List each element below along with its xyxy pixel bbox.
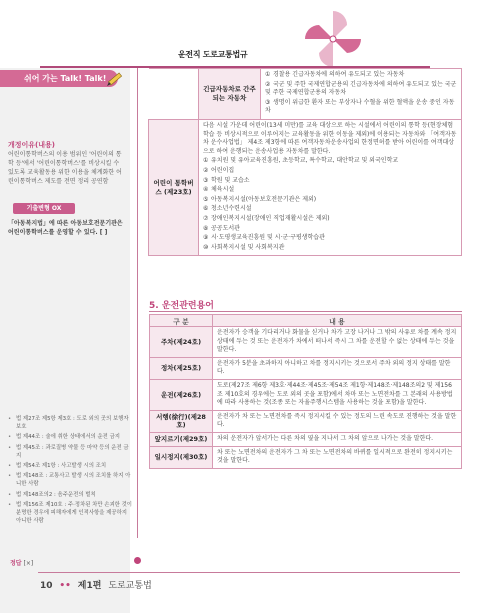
item-text: 국군 및 주한 국제연합군용의 긴급자동차에 의하여 유도되고 있는 국군 및 주한 국제연합군용의 자동차 <box>265 80 457 97</box>
sidebar-bullets <box>8 415 132 527</box>
term-cell: 정차(제25호) <box>150 357 213 379</box>
list-item: • 법 제27조 제5항 제3호 : 도로 외의 곳의 보행자 보호 <box>8 415 132 431</box>
table-row <box>150 357 462 379</box>
sidebar-divider <box>137 68 138 538</box>
item-text: 학원 및 교습소 <box>211 176 250 184</box>
table-row <box>149 69 462 120</box>
answer-box <box>10 558 33 567</box>
page-title: 운전직 도로교통법규 <box>178 50 248 59</box>
desc-cell: 도로(제27조 제6항 제3호·제44조·제45조·제54조 제1항·제148조·제148조의2 및 제156조 제10호의 경우에는 도로 외의 곳을 포함)에서 차마 또는 노면전차를 그 본래의 사용방법에 따라 사용하는 것(조종 또는 자율주행시스템을 사용하는 것을 포함)을 말한다. <box>213 379 462 410</box>
row-head: 어린이 통학버스 (제23호) <box>149 119 199 255</box>
item-number: ⑩ <box>203 243 209 251</box>
item-text: 청소년수련시설 <box>211 205 252 213</box>
section-rule <box>149 311 462 312</box>
term-cell: 앞지르기(제29호) <box>150 432 213 446</box>
sidebar-tab-label: 쉬어 가는 Talk! Talk! <box>24 74 107 83</box>
item-number: ③ <box>265 98 271 106</box>
item-number: ⑥ <box>203 205 209 213</box>
list-item: • 법 제148조의2 : 음주운전의 벌칙 <box>8 491 132 499</box>
item-text: 어린이집 <box>211 166 235 174</box>
item-number: ④ <box>203 186 209 194</box>
vehicle-definition-table <box>148 68 462 256</box>
item-number: ⑤ <box>203 195 209 203</box>
page-footer <box>40 578 152 591</box>
term-cell: 주차(제24호) <box>150 327 213 358</box>
row-content <box>199 119 462 255</box>
bus-intro: 다음 시설 가운데 어린이(13세 미만)를 교육 대상으로 하는 시설에서 어린이의 통학 등(현장체험학습 등 비상시적으로 이루어지는 교육활동을 위한 이동을 제외)에 이용되는 자동차와 「여객자동차 운수사업법」 제4조 제3항에 따른 여객자동차운송사업의 한정면허를 받아 어린이를 여객대상으로 하여 운행되는 운송사업용 자동차를 말한다. <box>203 121 457 155</box>
term-cell: 일시정지(제30호) <box>150 446 213 468</box>
item-number: ① <box>203 157 209 165</box>
table-row <box>149 119 462 255</box>
term-cell: 운전(제26호) <box>150 379 213 410</box>
footer-rule <box>38 572 460 573</box>
item-text: 체육시설 <box>211 186 235 194</box>
item-number: ⑧ <box>203 224 209 232</box>
desc-cell: 차의 운전자가 앞서가는 다른 차의 옆을 지나서 그 차의 앞으로 나가는 것을 말한다. <box>213 432 462 446</box>
item-text: 사회복지시설 및 사회복지관 <box>211 243 285 251</box>
row-head: 긴급자동차로 간주되는 자동차 <box>199 69 261 120</box>
item-text: 공공도서관 <box>211 224 240 232</box>
footer-dot <box>134 557 141 564</box>
driving-terms-table <box>149 314 462 469</box>
item-text: 생명이 위급한 환자 또는 부상자나 수혈을 위한 혈액을 운송 중인 자동차 <box>265 98 455 115</box>
section-title: 5. 운전관련용어 <box>149 301 214 311</box>
table-row <box>150 410 462 432</box>
item-text: 시·도평생교육진흥원 및 시·군·구평생학습관 <box>211 234 325 242</box>
answer-value: [×] <box>23 560 34 567</box>
item-number: ① <box>265 71 271 78</box>
table-row <box>150 327 462 358</box>
list-item: • 법 제45조 : 과로질병 약물 등 마약 등의 운전 금지 <box>8 444 132 460</box>
item-number: ③ <box>203 176 209 184</box>
column-header: 구 분 <box>150 315 213 327</box>
column-header: 내 용 <box>213 315 462 327</box>
item-text: 경찰용 긴급자동차에 의하여 유도되고 있는 자동차 <box>273 71 405 78</box>
footer-subject: 도로교통법 <box>108 581 152 591</box>
pencil-icon <box>104 68 126 90</box>
note-body: 어린이통학버스의 이용 범위인 '어린이의 통학 등'에서 '어린이통학버스'를 비상시킬 수 있도록 교육활동용 위한 이용을 체계화한 어린이통학버스 제도를 전면 정리 공연함 <box>8 151 122 185</box>
list-item: • 법 제44조 : 술에 취한 상태에서의 운전 금지 <box>8 433 132 441</box>
footer-mark: •• <box>59 581 71 591</box>
note-title: 개정이유(내용) <box>8 141 55 149</box>
list-item: • 법 제54조 제1항 : 사고발생 시의 조치 <box>8 462 132 470</box>
table-row <box>150 446 462 468</box>
desc-cell: 운전자가 승객을 기다리거나 화물을 싣거나 차가 고장 나거나 그 밖의 사유로 차를 계속 정지 상태에 두는 것 또는 운전자가 차에서 떠나서 즉시 그 차를 운전할 수 없는 상태에 두는 것을 말한다. <box>213 327 462 358</box>
table-row <box>150 432 462 446</box>
item-text: 장애인복지시설(장애인 직업재활시설은 제외) <box>211 214 330 222</box>
item-number: ⑦ <box>203 214 209 222</box>
row-content <box>261 69 462 120</box>
answer-label: 정답 <box>10 560 22 567</box>
page-number: 10 <box>40 581 53 591</box>
list-item: • 법 제156조 제10호 : 주·정차된 차만 손괴한 것이 분명한 경우에 피해자에게 인적사항을 제공하지 아니한 사람 <box>8 501 132 526</box>
quiz-text: 「아동복지법」에 따른 아동보호전문기관은 어린이통학버스를 운영할 수 있다. [ ] <box>8 220 123 236</box>
item-text: 유치원 및 유아교육진흥원, 초등학교, 특수학교, 대안학교 및 외국인학교 <box>211 157 399 165</box>
list-item: • 법 제148조 : 교통사고 발생 시의 조치를 하지 아니한 사람 <box>8 472 132 488</box>
desc-cell: 운전자가 차 또는 노면전차를 즉시 정지시킬 수 있는 정도의 느린 속도로 진행하는 것을 말한다. <box>213 410 462 432</box>
desc-cell: 운전자가 5분을 초과하지 아니하고 차를 정지시키는 것으로서 주차 외의 정지 상태를 말한다. <box>213 357 462 379</box>
term-cell: 서행(徐行)(제28호) <box>150 410 213 432</box>
table-header-row <box>150 315 462 327</box>
item-number: ⑨ <box>203 234 209 242</box>
item-number: ② <box>265 80 271 88</box>
quiz-badge: 기출변형 OX <box>13 203 75 214</box>
pinwheel-icon <box>300 6 366 72</box>
item-number: ② <box>203 166 209 174</box>
desc-cell: 차 또는 노면전차의 운전자가 그 차 또는 노면전차의 바퀴를 일시적으로 완전히 정지시키는 것을 말한다. <box>213 446 462 468</box>
item-text: 아동복지시설(아동보호전문기관은 제외) <box>211 195 317 203</box>
table-row <box>150 379 462 410</box>
footer-part: 제1편 <box>77 581 102 591</box>
table-spacer <box>149 69 199 120</box>
